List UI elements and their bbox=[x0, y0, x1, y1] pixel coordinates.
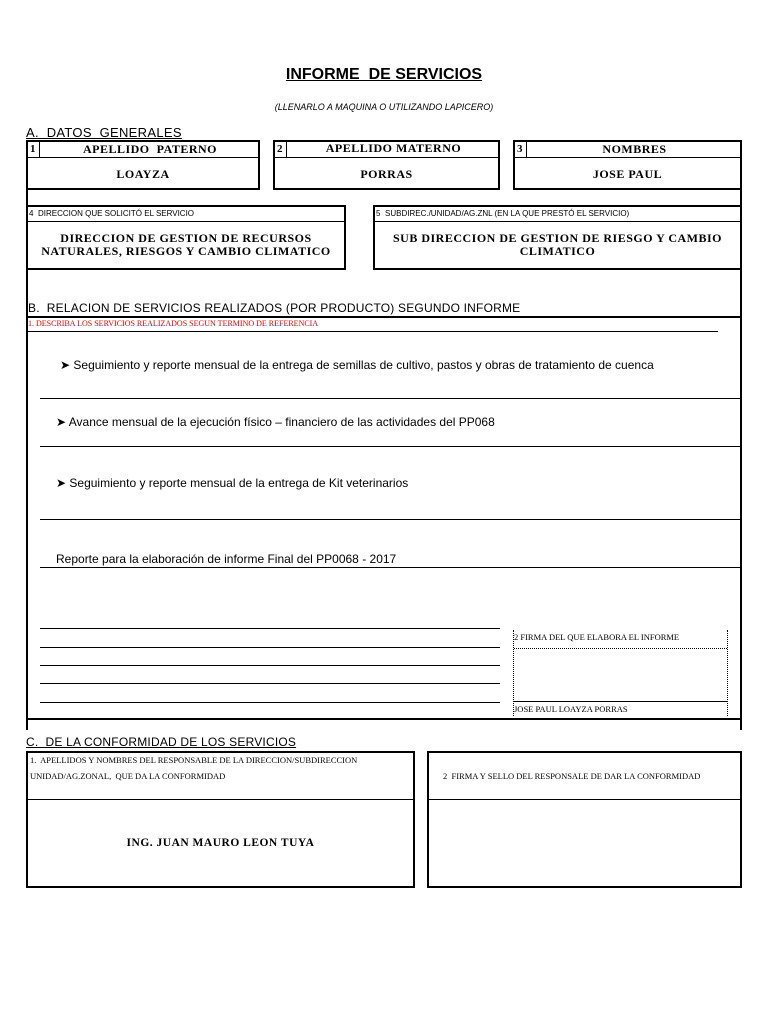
responsable-value[interactable]: ING. JUAN MAURO LEON TUYA bbox=[126, 837, 315, 849]
field-label: APELLIDO PATERNO bbox=[82, 142, 218, 156]
field-number: 3 bbox=[515, 142, 527, 158]
service-text: Avance mensual de la ejecución físico – financiero de las actividades del PP068 bbox=[68, 415, 495, 429]
section-b-title: B. RELACION DE SERVICIOS REALIZADOS (POR PRODUCTO) SEGUNDO INFORME bbox=[28, 301, 521, 315]
field-label: APELLIDO MATERNO bbox=[325, 141, 462, 155]
field-subdireccion bbox=[373, 205, 742, 270]
field-label: DIRECCION QUE SOLICITÓ EL SERVICIO bbox=[38, 209, 195, 218]
service-text: Seguimiento y reporte mensual de la entrega de Kit veterinarios bbox=[69, 476, 409, 490]
subdireccion-value-line2: CLIMATICO bbox=[519, 244, 596, 258]
page-subtitle: (LLENARLO A MAQUINA O UTILIZANDO LAPICERO) bbox=[274, 102, 494, 112]
direccion-value-line2: NATURALES, RIESGOS Y CAMBIO CLIMATICO bbox=[41, 244, 331, 258]
field-number: 4 bbox=[29, 209, 34, 218]
subdireccion-value-line1: SUB DIRECCION DE GESTION DE RIESGO Y CAMBIO bbox=[393, 231, 722, 245]
field-number: 2 bbox=[275, 142, 287, 158]
firma-sello-label: 2 FIRMA Y SELLO DEL RESPONSALE DE DAR LA CONFORMIDAD bbox=[443, 771, 701, 781]
signature-name: JOSE PAUL LOAYZA PORRAS bbox=[514, 704, 628, 714]
field-label: SUBDIREC./UNIDAD/AG.ZNL (EN LA QUE PRESTÓ EL SERVICIO) bbox=[385, 209, 630, 218]
responsable-label-line2: UNIDAD/AG.ZONAL, QUE DA LA CONFORMIDAD bbox=[30, 771, 226, 781]
service-item bbox=[56, 476, 408, 490]
direccion-value[interactable] bbox=[28, 232, 344, 258]
apellido-paterno-value[interactable]: LOAYZA bbox=[116, 167, 170, 181]
signature-box bbox=[513, 630, 728, 716]
conformidad-responsable-box bbox=[26, 751, 415, 888]
arrow-bullet-icon: ➤ bbox=[56, 476, 67, 490]
field-nombres bbox=[513, 140, 742, 190]
section-b-instruction: 1. DESCRIBA LOS SERVICIOS REALIZADOS SEGUN TERMINO DE REFERENCIA bbox=[28, 319, 319, 328]
section-a-title: A. DATOS GENERALES bbox=[26, 125, 182, 140]
page-title: INFORME DE SERVICIOS bbox=[285, 66, 483, 83]
arrow-bullet-icon: ➤ bbox=[56, 415, 67, 429]
field-number: 5 bbox=[376, 209, 381, 218]
field-label: NOMBRES bbox=[602, 142, 667, 156]
service-item bbox=[60, 358, 654, 372]
conformidad-firma-box bbox=[427, 751, 742, 888]
nombres-value[interactable]: JOSE PAUL bbox=[592, 167, 663, 181]
subdireccion-value[interactable] bbox=[375, 232, 740, 258]
field-apellido-materno bbox=[273, 140, 500, 190]
section-c-title: C. DE LA CONFORMIDAD DE LOS SERVICIOS bbox=[26, 735, 297, 749]
arrow-bullet-icon: ➤ bbox=[60, 358, 71, 372]
service-item bbox=[56, 415, 495, 429]
responsable-label-line1: 1. APELLIDOS Y NOMBRES DEL RESPONSABLE DE LA DIRECCION/SUBDIRECCION bbox=[30, 755, 358, 765]
direccion-value-line1: DIRECCION DE GESTION DE RECURSOS bbox=[60, 231, 312, 245]
field-apellido-paterno bbox=[26, 140, 260, 190]
signature-label: 2 FIRMA DEL QUE ELABORA EL INFORME bbox=[514, 632, 680, 642]
field-direccion bbox=[26, 205, 346, 270]
service-text: Seguimiento y reporte mensual de la entrega de semillas de cultivo, pastos y obras de tratamiento de cuenca bbox=[73, 358, 654, 372]
apellido-materno-value[interactable]: PORRAS bbox=[360, 167, 413, 181]
report-item: Reporte para la elaboración de informe Final del PP0068 - 2017 bbox=[56, 552, 397, 566]
field-number: 1 bbox=[28, 142, 40, 158]
